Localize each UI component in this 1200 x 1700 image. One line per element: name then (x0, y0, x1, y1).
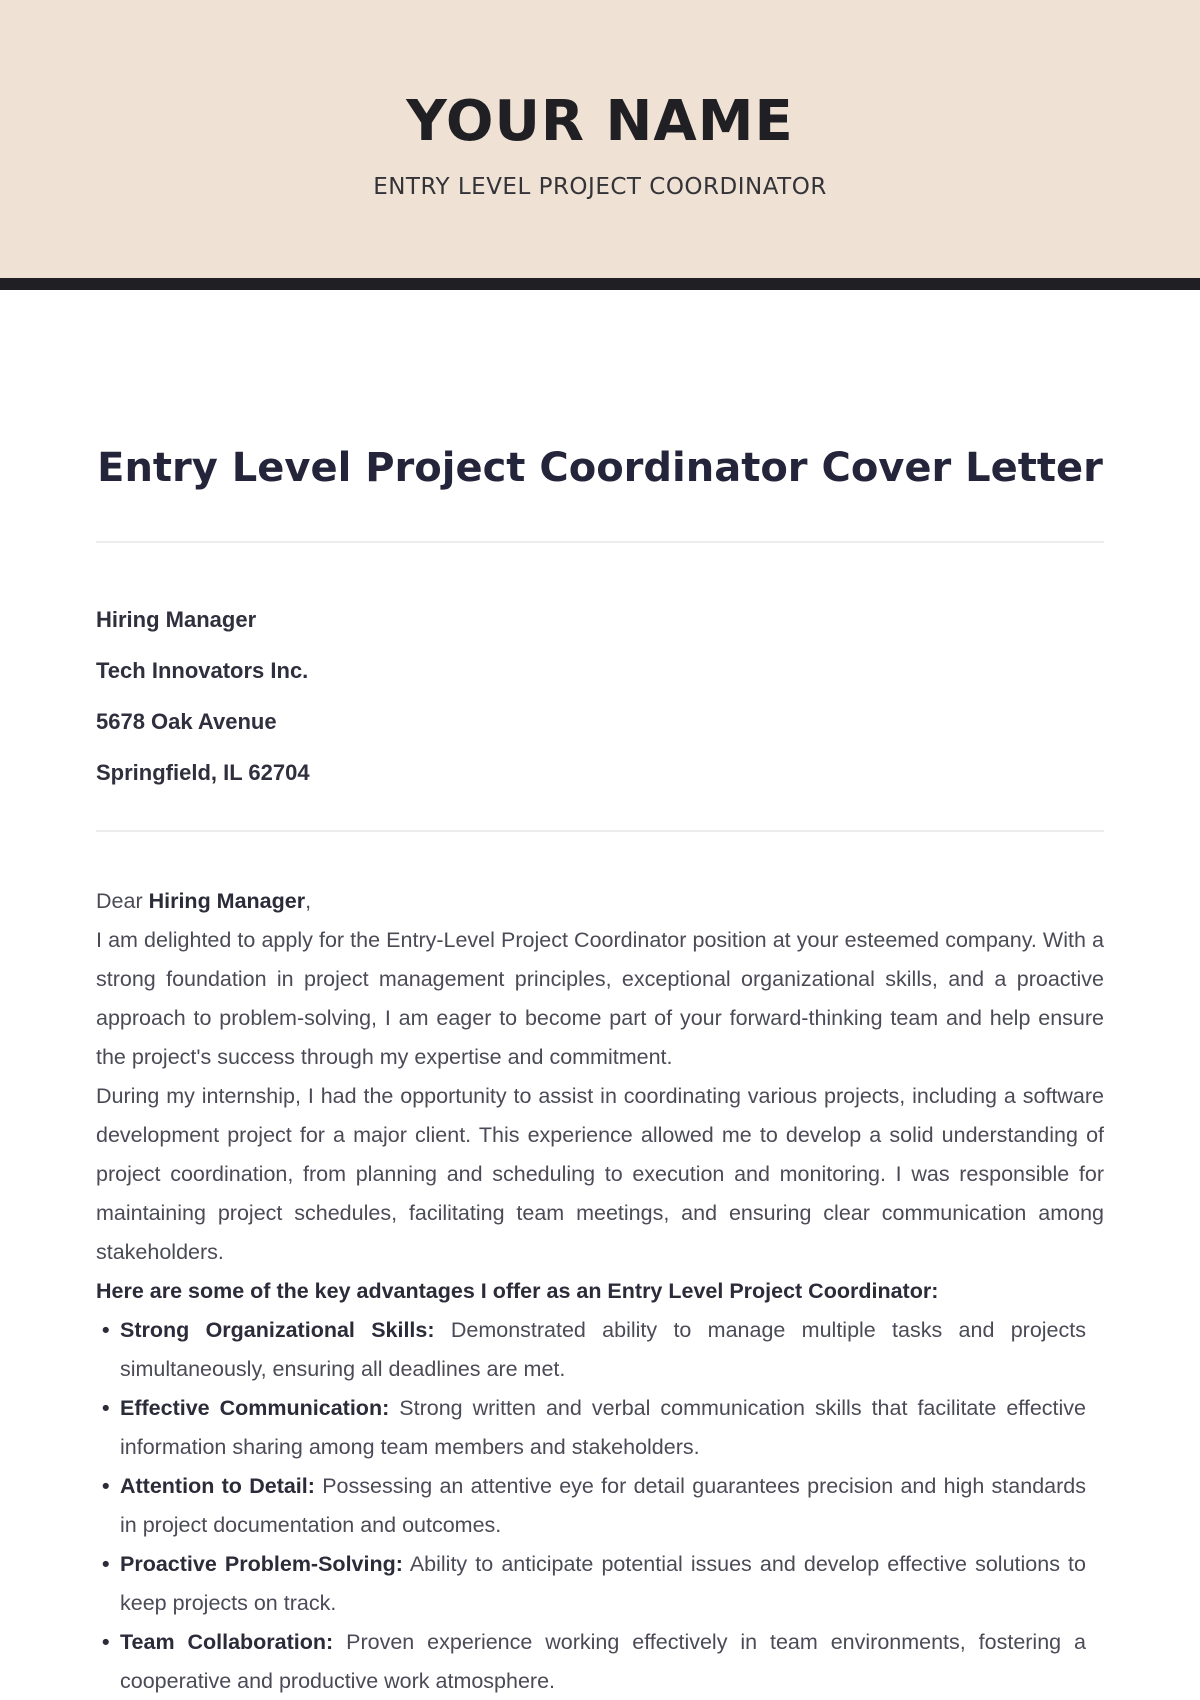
document-title: Entry Level Project Coordinator Cover Letter (97, 445, 1103, 491)
advantage-item (96, 1389, 1104, 1467)
advantage-title: Attention to Detail: (120, 1474, 315, 1498)
header-divider (0, 278, 1200, 290)
advantage-text: Proven experience working effectively in team environments, fostering a cooperative and productive work atmosphere. (120, 1630, 1086, 1693)
bullet-icon: • (102, 1396, 110, 1420)
advantage-title: Team Collaboration: (120, 1630, 334, 1654)
recipient-line: 5678 Oak Avenue (96, 709, 277, 734)
advantage-title: Effective Communication: (120, 1396, 390, 1420)
advantage-text: Possessing an attentive eye for detail guarantees precision and high standards in project documentation and outcomes. (120, 1474, 1086, 1537)
recipient-address (96, 594, 310, 798)
letter-paragraph: During my internship, I had the opportunity to assist in coordinating various projects, including a software development project for a major client. This experience allowed me to develop a solid understanding of project coordination, from planning and scheduling to execution and monitoring. I was responsible for maintaining project schedules, facilitating team meetings, and ensuring clear communication among stakeholders. (96, 1084, 1104, 1264)
advantages-list (96, 1311, 1104, 1700)
advantage-title: Proactive Problem-Solving: (120, 1552, 403, 1576)
letter-paragraph: I am delighted to apply for the Entry-Level Project Coordinator position at your esteemed company. With a strong foundation in project management principles, exceptional organizational skills, and a proactive approach to problem-solving, I am eager to become part of your forward-thinking team and help ensure the project's success through my expertise and commitment. (96, 928, 1104, 1069)
salutation-name: Hiring Manager (148, 889, 306, 913)
applicant-name: YOUR NAME (406, 89, 794, 154)
salutation-prefix: Dear (96, 889, 143, 913)
recipient-line: Springfield, IL 62704 (96, 760, 310, 785)
advantage-text: Demonstrated ability to manage multiple tasks and projects simultaneously, ensuring all deadlines are met. (120, 1318, 1086, 1381)
advantage-text: Ability to anticipate potential issues and develop effective solutions to keep projects on track. (120, 1552, 1086, 1615)
title-divider (96, 541, 1104, 543)
letter-body (96, 882, 1104, 1700)
recipient-line: Tech Innovators Inc. (96, 658, 309, 683)
advantage-item (96, 1545, 1104, 1623)
salutation (96, 882, 1104, 921)
bullet-icon: • (102, 1630, 110, 1654)
applicant-role: ENTRY LEVEL PROJECT COORDINATOR (373, 174, 827, 200)
advantage-item (96, 1623, 1104, 1700)
advantage-title: Strong Organizational Skills: (120, 1318, 435, 1342)
salutation-suffix: , (305, 889, 312, 913)
advantage-text: Strong written and verbal communication skills that facilitate effective information sharing among team members and stakeholders. (120, 1396, 1086, 1459)
bullet-icon: • (102, 1552, 110, 1576)
bullet-icon: • (102, 1474, 110, 1498)
advantage-item (96, 1311, 1104, 1389)
address-divider (96, 830, 1104, 832)
bullet-icon: • (102, 1318, 110, 1342)
recipient-line: Hiring Manager (96, 607, 257, 632)
advantages-heading: Here are some of the key advantages I offer as an Entry Level Project Coordinator: (96, 1279, 939, 1303)
advantage-item (96, 1467, 1104, 1545)
